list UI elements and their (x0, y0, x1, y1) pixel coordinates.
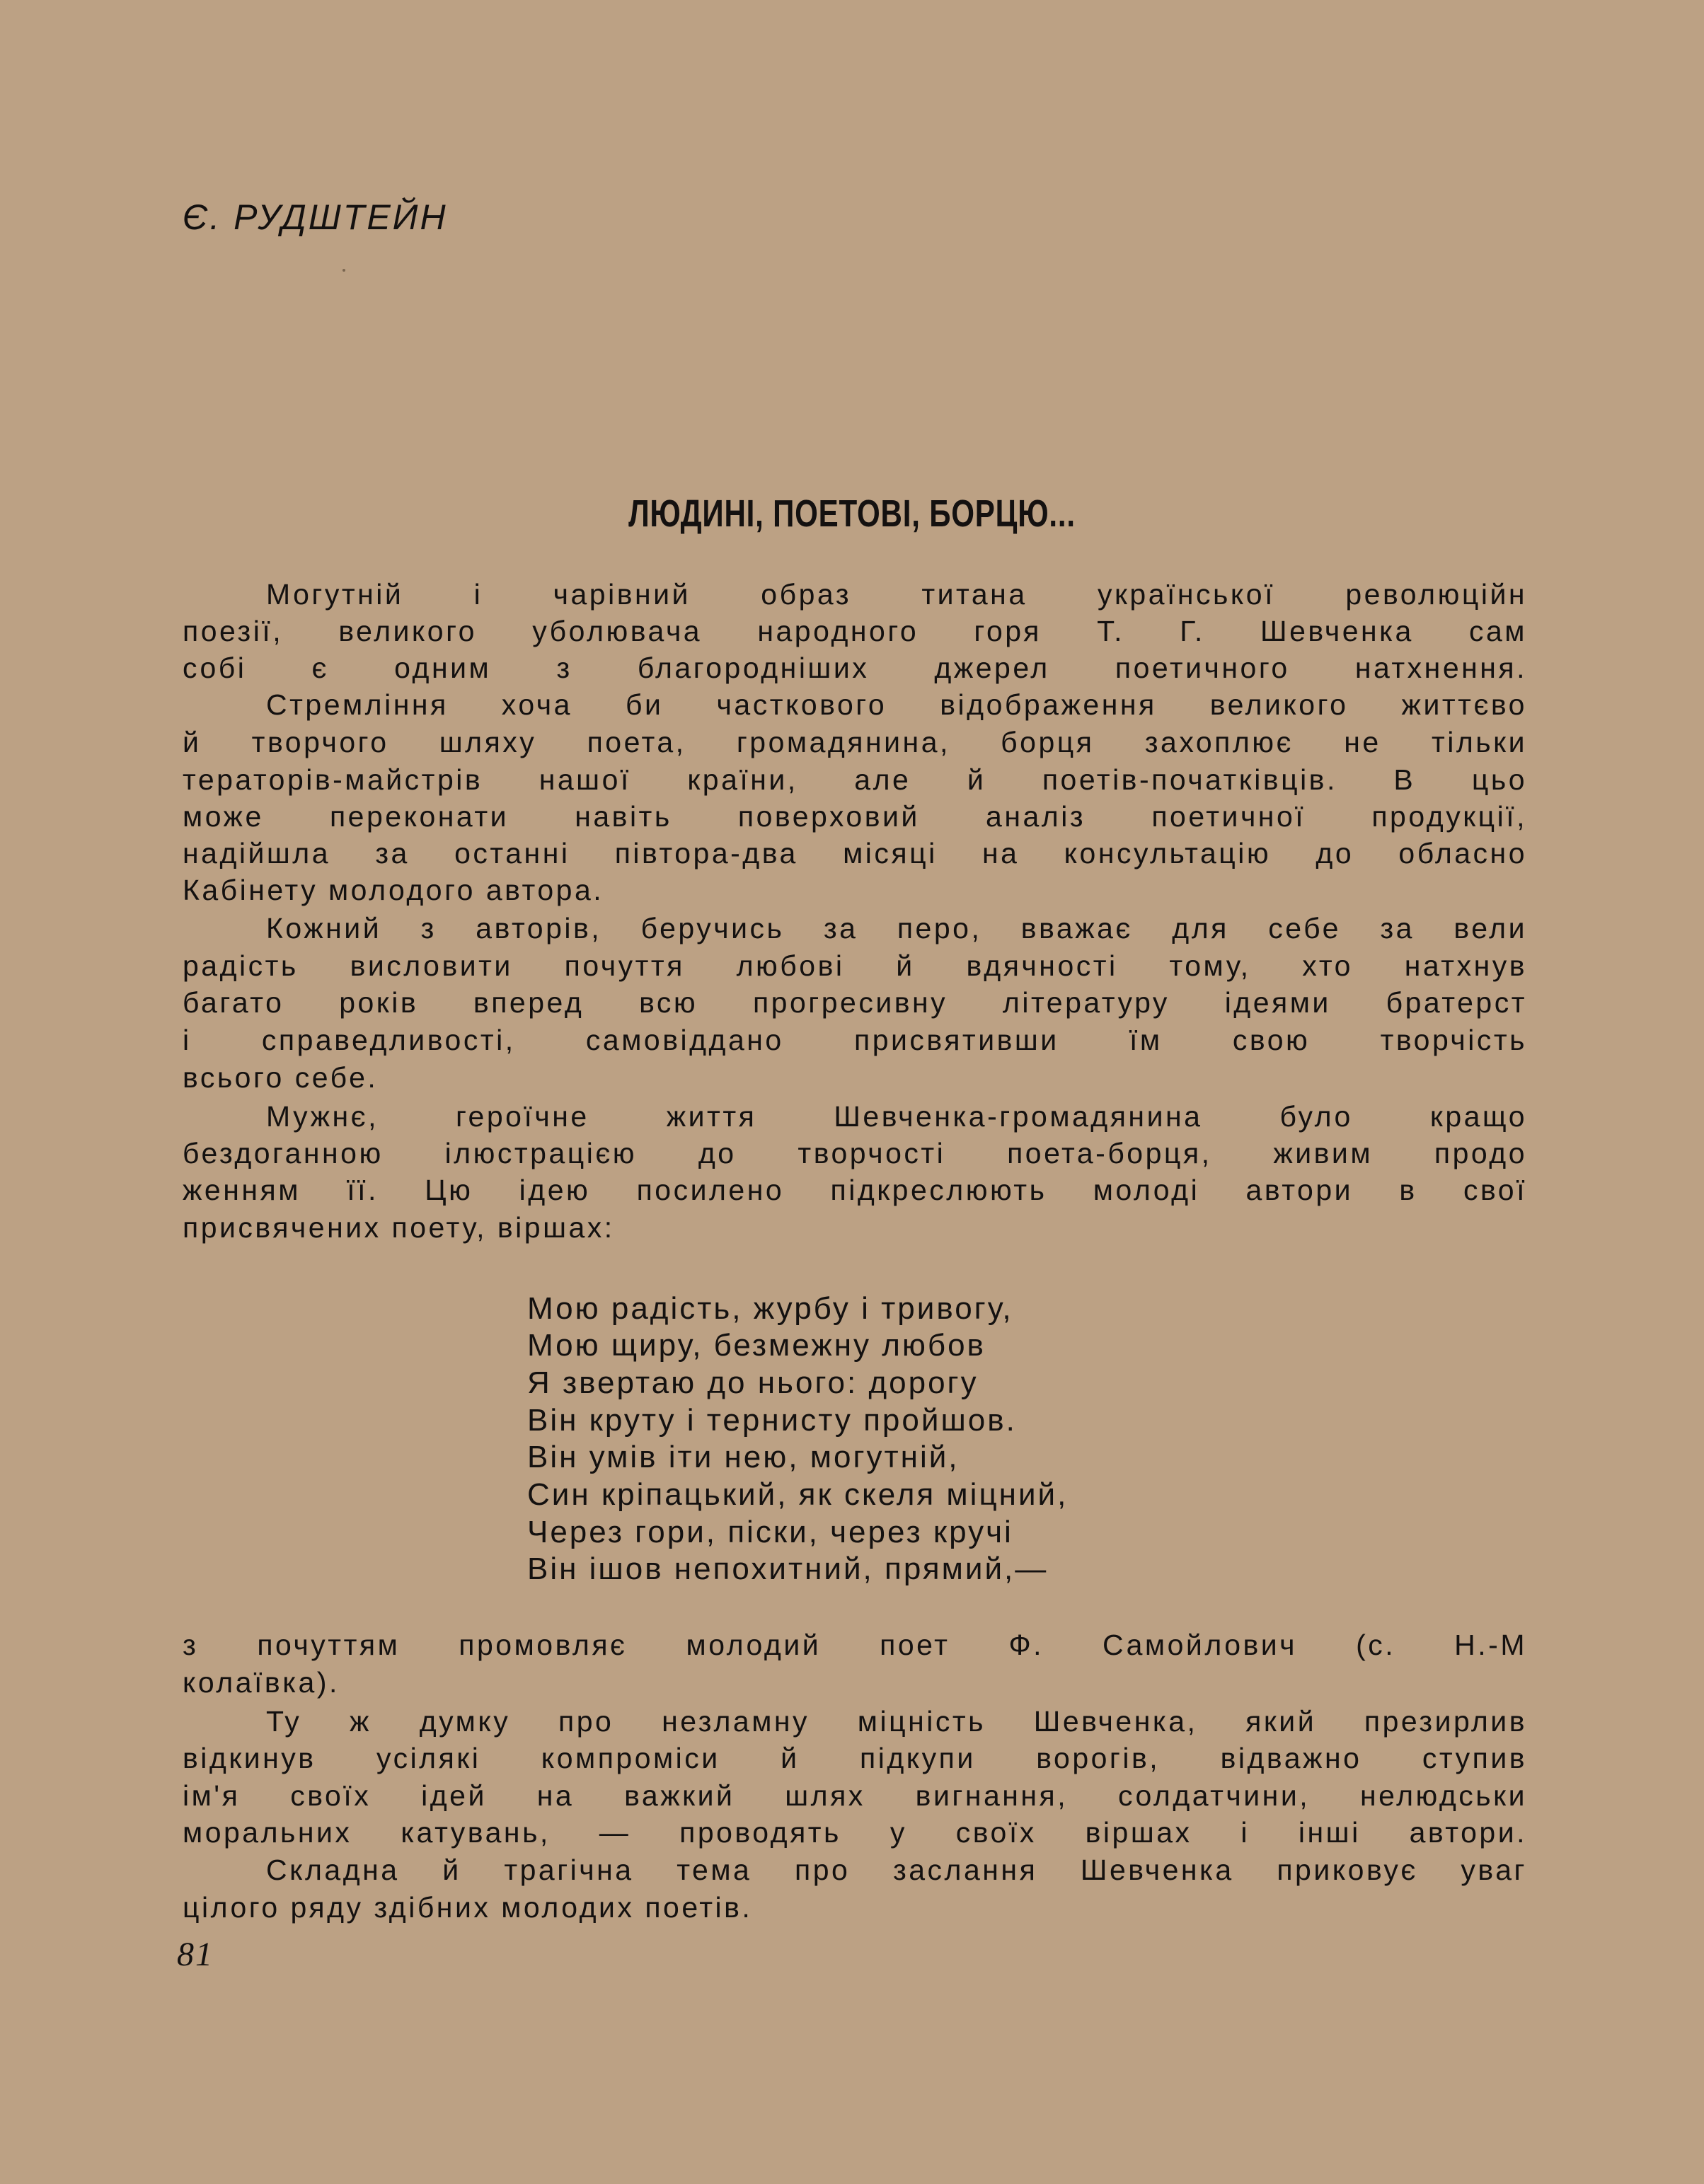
paragraph-6-line-2: відкинув усілякі компроміси й підкупи ворогів, відважно ступив (183, 1742, 1527, 1774)
print-speck (342, 269, 345, 272)
paragraph-3-line-5: всього себе. (183, 1061, 379, 1094)
paragraph-3-line-2: радість висловити почуття любові й вдячності тому, хто натхнув (183, 949, 1527, 982)
poem-line-3: Я звертаю до нього: дорогу (527, 1365, 979, 1400)
paragraph-4-line-2: бездоганною ілюстрацією до творчості поета-борця, живим продо (183, 1137, 1527, 1169)
paragraph-2-line-5: надійшла за останні півтора-два місяці на консультацію до обласно (183, 837, 1527, 869)
page-number: 81 (177, 1936, 214, 1973)
paragraph-2-line-3: тераторів-майстрів нашої країни, але й поетів-початківців. В цьо (183, 763, 1527, 796)
paragraph-1-line-2: поезії, великого уболювача народного горя Т. Г. Шевченка сам (183, 615, 1527, 647)
poem-line-4: Він круту і тернисту пройшов. (527, 1403, 1017, 1438)
poem-line-6: Син кріпацький, як скеля міцний, (527, 1477, 1069, 1512)
paragraph-5-line-1: з почуттям промовляє молодий поет Ф. Самойлович (с. Н.-М (183, 1629, 1527, 1661)
paragraph-1-line-3: собі є одним з благородніших джерел поетичного натхнення. (183, 652, 1527, 684)
paragraph-5-line-2: колаївка). (183, 1666, 340, 1699)
article-title: ЛЮДИНІ, ПОЕТОВІ, БОРЦЮ... (628, 492, 1076, 535)
paragraph-7-line-2: цілого ряду здібних молодих поетів. (183, 1891, 753, 1924)
paragraph-4-line-3: женням її. Цю ідею посилено підкреслюють молоді автори в свої (183, 1174, 1527, 1206)
paragraph-4-line-1: Мужнє, героїчне життя Шевченка-громадянина було кращо (266, 1100, 1527, 1133)
paragraph-4-line-4: присвячених поету, віршах: (183, 1211, 615, 1244)
paragraph-3-line-1: Кожний з авторів, беручись за перо, вважає для себе за вели (266, 912, 1527, 944)
paragraph-7-line-1: Складна й трагічна тема про заслання Шевченка приковує уваг (266, 1854, 1527, 1886)
paragraph-6-line-1: Ту ж думку про незламну міцність Шевченка, який презирлив (266, 1705, 1527, 1738)
paragraph-3-line-4: і справедливості, самовіддано присвятивши їм свою творчість (183, 1024, 1527, 1056)
poem-line-7: Через гори, піски, через кручі (527, 1515, 1013, 1549)
poem-line-5: Він умів іти нею, могутній, (527, 1440, 960, 1474)
author-name: Є. РУДШТЕЙН (183, 197, 448, 237)
poem-line-1: Мою радість, журбу і тривогу, (527, 1291, 1013, 1326)
paragraph-1-line-1: Могутній і чарівний образ титана української революційн (266, 578, 1527, 611)
paragraph-3-line-3: багато років вперед всю прогресивну літературу ідеями братерст (183, 986, 1527, 1019)
paragraph-6-line-3: ім'я своїх ідей на важкий шлях вигнання, солдатчини, нелюдськи (183, 1779, 1527, 1812)
paragraph-2-line-1: Стремління хоча би часткового відображення великого життєво (266, 688, 1527, 721)
paragraph-2-line-4: може переконати навіть поверховий аналіз поетичної продукції, (183, 800, 1527, 833)
paragraph-2-line-2: й творчого шляху поета, громадянина, борця захоплює не тільки (183, 726, 1527, 758)
poem-line-2: Мою щиру, безмежну любов (527, 1328, 986, 1363)
paragraph-2-line-6: Кабінету молодого автора. (183, 874, 604, 906)
poem-line-8: Він ішов непохитний, прямий,— (527, 1552, 1049, 1586)
paragraph-6-line-4: моральних катувань, — проводять у своїх віршах і інші автори. (183, 1816, 1527, 1849)
